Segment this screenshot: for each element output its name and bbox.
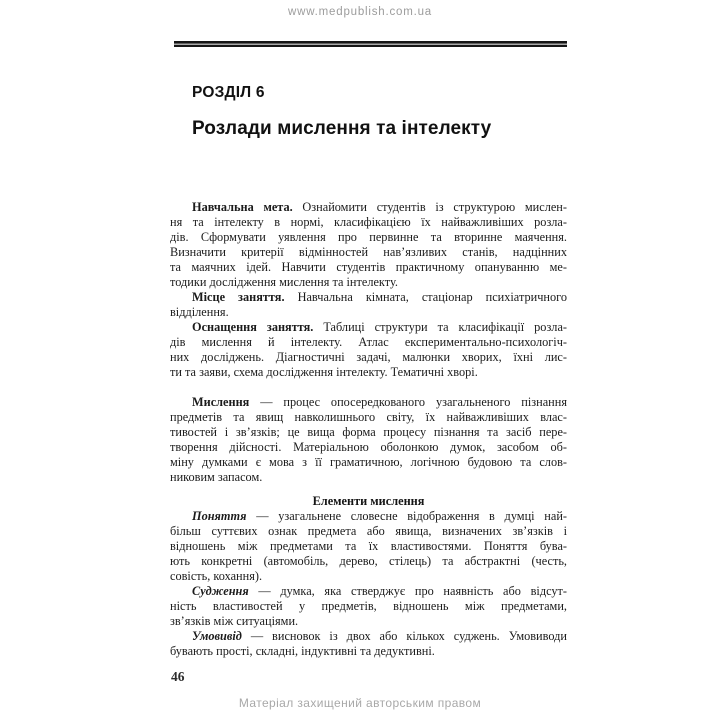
paragraph-line: Визначити критерії відмінностей нав’язливих станів, надцінних <box>170 245 567 259</box>
paragraph-line: предметів та явищ навколишнього світу, їх найважливіших влас- <box>170 410 567 424</box>
paragraph-line: ність властивостей у предметів, відношень між предметами, <box>170 599 567 613</box>
chapter-divider-rule <box>174 41 567 47</box>
paragraph-line: Мислення — процес опосередкованого узагальненого пізнання <box>192 395 567 409</box>
paragraph-line: бувають прості, складні, індуктивні та дедуктивні. <box>170 644 435 658</box>
paragraph <box>170 395 567 485</box>
paragraph <box>170 290 567 320</box>
paragraph-line: відділення. <box>170 305 229 319</box>
paragraph-line: міну думками є мова з її граматичною, логічною будовою та слов- <box>170 455 567 469</box>
paragraph-lead: Місце заняття. <box>192 290 285 304</box>
paragraph-line: тивостей і зв’язків; це вища форма процесу пізнання та засіб пере- <box>170 425 567 439</box>
paragraph-lead: Навчальна мета. <box>192 200 293 214</box>
paragraph-line: Поняття — узагальнене словесне відображення в думці най- <box>192 509 567 523</box>
paragraph <box>170 509 567 584</box>
paragraph-line: совість, кохання). <box>170 569 263 583</box>
paragraph-line: відношень між предметами та їх властивостями. Поняття бува- <box>170 539 567 553</box>
paragraph-lead: Судження <box>192 584 249 598</box>
paragraph-line: зв’язків між ситуаціями. <box>170 614 299 628</box>
paragraph-line: них досліджень. Діагностичні задачі, малюнки хворих, їхні лис- <box>170 350 567 364</box>
paragraph-line: ють конкретні (автомобіль, дерево, стілець) та абстрактні (честь, <box>170 554 567 568</box>
paragraph-line: ня та інтелекту в нормі, класифікацією їх найважливіших розла- <box>170 215 567 229</box>
paragraph-line: Місце заняття. Навчальна кімната, стаціонар психіатричного <box>192 290 568 304</box>
paragraph-line: більш суттєвих ознак предмета або явища, визначених зв’язків і <box>170 524 567 538</box>
paragraph-line: творення дійсності. Матеріальною оболонкою думок, засобом об- <box>170 440 567 454</box>
section-heading: Елементи мислення <box>312 494 425 508</box>
paragraph-line: Умовивід — висновок із двох або кількох суджень. Умовиводи <box>192 629 567 643</box>
paragraph-line: Оснащення заняття. Таблиці структури та класифікації розла- <box>192 320 567 334</box>
paragraph-line: ти та заяви, схема дослідження інтелекту. Тематичні хворі. <box>170 365 478 379</box>
paragraph-line: никовим запасом. <box>170 470 263 484</box>
paragraph-line: тодики дослідження мислення та інтелекту. <box>170 275 398 289</box>
chapter-number: РОЗДІЛ 6 <box>192 84 265 101</box>
paragraph <box>170 629 567 659</box>
body-text <box>170 200 567 659</box>
copyright-footer: Матеріал захищений авторським правом <box>238 696 482 710</box>
paragraph-line: дів мислення й інтелекту. Атлас експериментально-психологіч- <box>170 335 567 349</box>
paragraph <box>170 200 567 290</box>
paragraph-line: Судження — думка, яка стверджує про наявність або відсут- <box>192 584 567 598</box>
chapter-title: Розлади мислення та інтелекту <box>192 118 492 139</box>
paragraph-lead: Поняття <box>192 509 247 523</box>
paragraph-line: Навчальна мета. Ознайомити студентів із структурою мислен- <box>192 200 567 214</box>
paragraph-lead: Мислення <box>192 395 250 409</box>
paragraph <box>170 584 567 629</box>
paragraph-line: та маячних ідей. Навчити студентів практичному опануванню ме- <box>170 260 567 274</box>
publisher-watermark: www.medpublish.com.ua <box>288 6 432 18</box>
page-number: 46 <box>171 669 185 684</box>
paragraph-line: дів. Сформувати уявлення про первинне та вторинне маячення. <box>170 230 567 244</box>
paragraph-lead: Умовивід <box>192 629 242 643</box>
paragraph <box>170 320 567 380</box>
paragraph-lead: Оснащення заняття. <box>192 320 314 334</box>
